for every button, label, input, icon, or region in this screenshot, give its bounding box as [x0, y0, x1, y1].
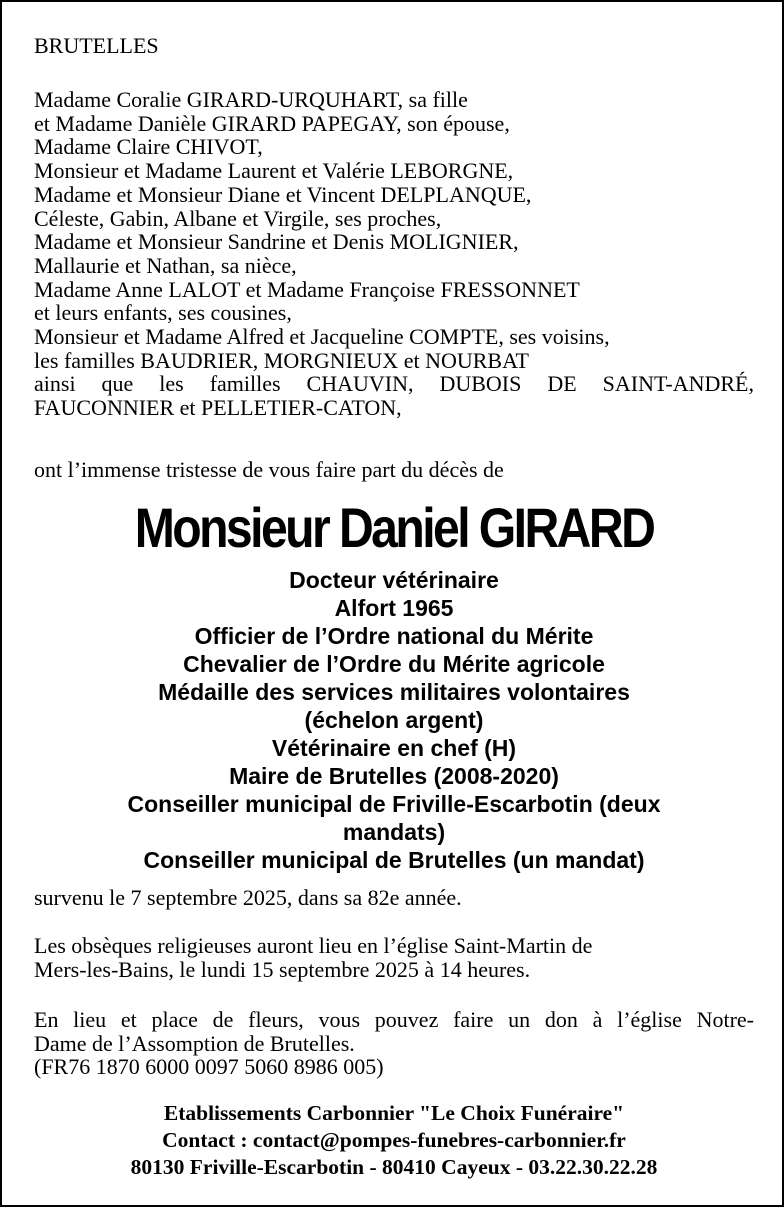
title-line: Conseiller municipal de Brutelles (un mandat) — [143, 847, 645, 873]
family-line: Monsieur et Madame Alfred et Jacqueline COMPTE, ses voisins, — [34, 324, 610, 350]
death-info: survenu le 7 septembre 2025, dans sa 82e année. — [34, 885, 462, 910]
title-line: Maire de Brutelles (2008-2020) — [229, 763, 559, 789]
title-line: Alfort 1965 — [334, 595, 454, 621]
title-line: mandats) — [342, 819, 446, 845]
title-line: Conseiller municipal de Friville-Escarbotin (deux — [127, 791, 661, 817]
family-list — [34, 88, 754, 420]
family-line: Mallaurie et Nathan, sa nièce, — [34, 252, 297, 278]
family-line: et leurs enfants, ses cousines, — [34, 300, 292, 326]
title-line: Docteur vétérinaire — [289, 567, 499, 593]
donation-line: (FR76 1870 6000 0097 5060 8986 005) — [34, 1054, 384, 1080]
title-line: Officier de l’Ordre national du Mérite — [194, 623, 594, 649]
family-line: Madame Anne LALOT et Madame Françoise FRESSONNET — [34, 276, 580, 302]
family-line: Céleste, Gabin, Albane et Virgile, ses proches, — [34, 205, 442, 231]
family-line: Madame Claire CHIVOT, — [34, 134, 263, 160]
town-heading: BRUTELLES — [34, 33, 159, 58]
family-line: Monsieur et Madame Laurent et Valérie LEBORGNE, — [34, 158, 514, 184]
family-line: et Madame Danièle GIRARD PAPEGAY, son épouse, — [34, 110, 510, 136]
family-line: les familles BAUDRIER, MORGNIEUX et NOURBAT — [34, 347, 529, 373]
titles-list — [42, 566, 746, 874]
family-line: Madame et Monsieur Sandrine et Denis MOLIGNIER, — [34, 229, 519, 255]
funeral-home-block — [2, 1100, 784, 1181]
funeral-home-contact: Contact : contact@pompes-funebres-carbonnier.fr — [162, 1128, 626, 1152]
funeral-line: Les obsèques religieuses auront lieu en l’église Saint-Martin de — [34, 933, 593, 958]
title-line: Médaille des services militaires volontaires — [158, 679, 630, 705]
announcement-intro: ont l’immense tristesse de vous faire part du décès de — [34, 457, 504, 482]
family-line: Madame et Monsieur Diane et Vincent DELPLANQUE, — [34, 181, 532, 207]
donation-line: Dame de l’Assomption de Brutelles. — [34, 1030, 355, 1056]
family-line: FAUCONNIER et PELLETIER-CATON, — [34, 395, 402, 421]
family-line: ainsi que les familles CHAUVIN, DUBOIS DE SAINT-ANDRÉ, — [34, 371, 754, 397]
deceased-name: Monsieur Daniel GIRARD — [134, 496, 654, 559]
family-line: Madame Coralie GIRARD-URQUHART, sa fille — [34, 87, 468, 112]
donation-info — [34, 1008, 754, 1079]
title-line: Chevalier de l’Ordre du Mérite agricole — [183, 651, 605, 677]
title-line: (échelon argent) — [304, 707, 484, 733]
funeral-home-name: Etablissements Carbonnier "Le Choix Funéraire" — [163, 1101, 625, 1125]
funeral-line: Mers-les-Bains, le lundi 15 septembre 2025 à 14 heures. — [34, 956, 531, 982]
funeral-home-address: 80130 Friville-Escarbotin - 80410 Cayeux - 03.22.30.22.28 — [130, 1155, 658, 1179]
donation-line: En lieu et place de fleurs, vous pouvez faire un don à l’église Notre- — [34, 1007, 754, 1032]
funeral-info — [34, 934, 754, 981]
title-line: Vétérinaire en chef (H) — [271, 735, 517, 761]
